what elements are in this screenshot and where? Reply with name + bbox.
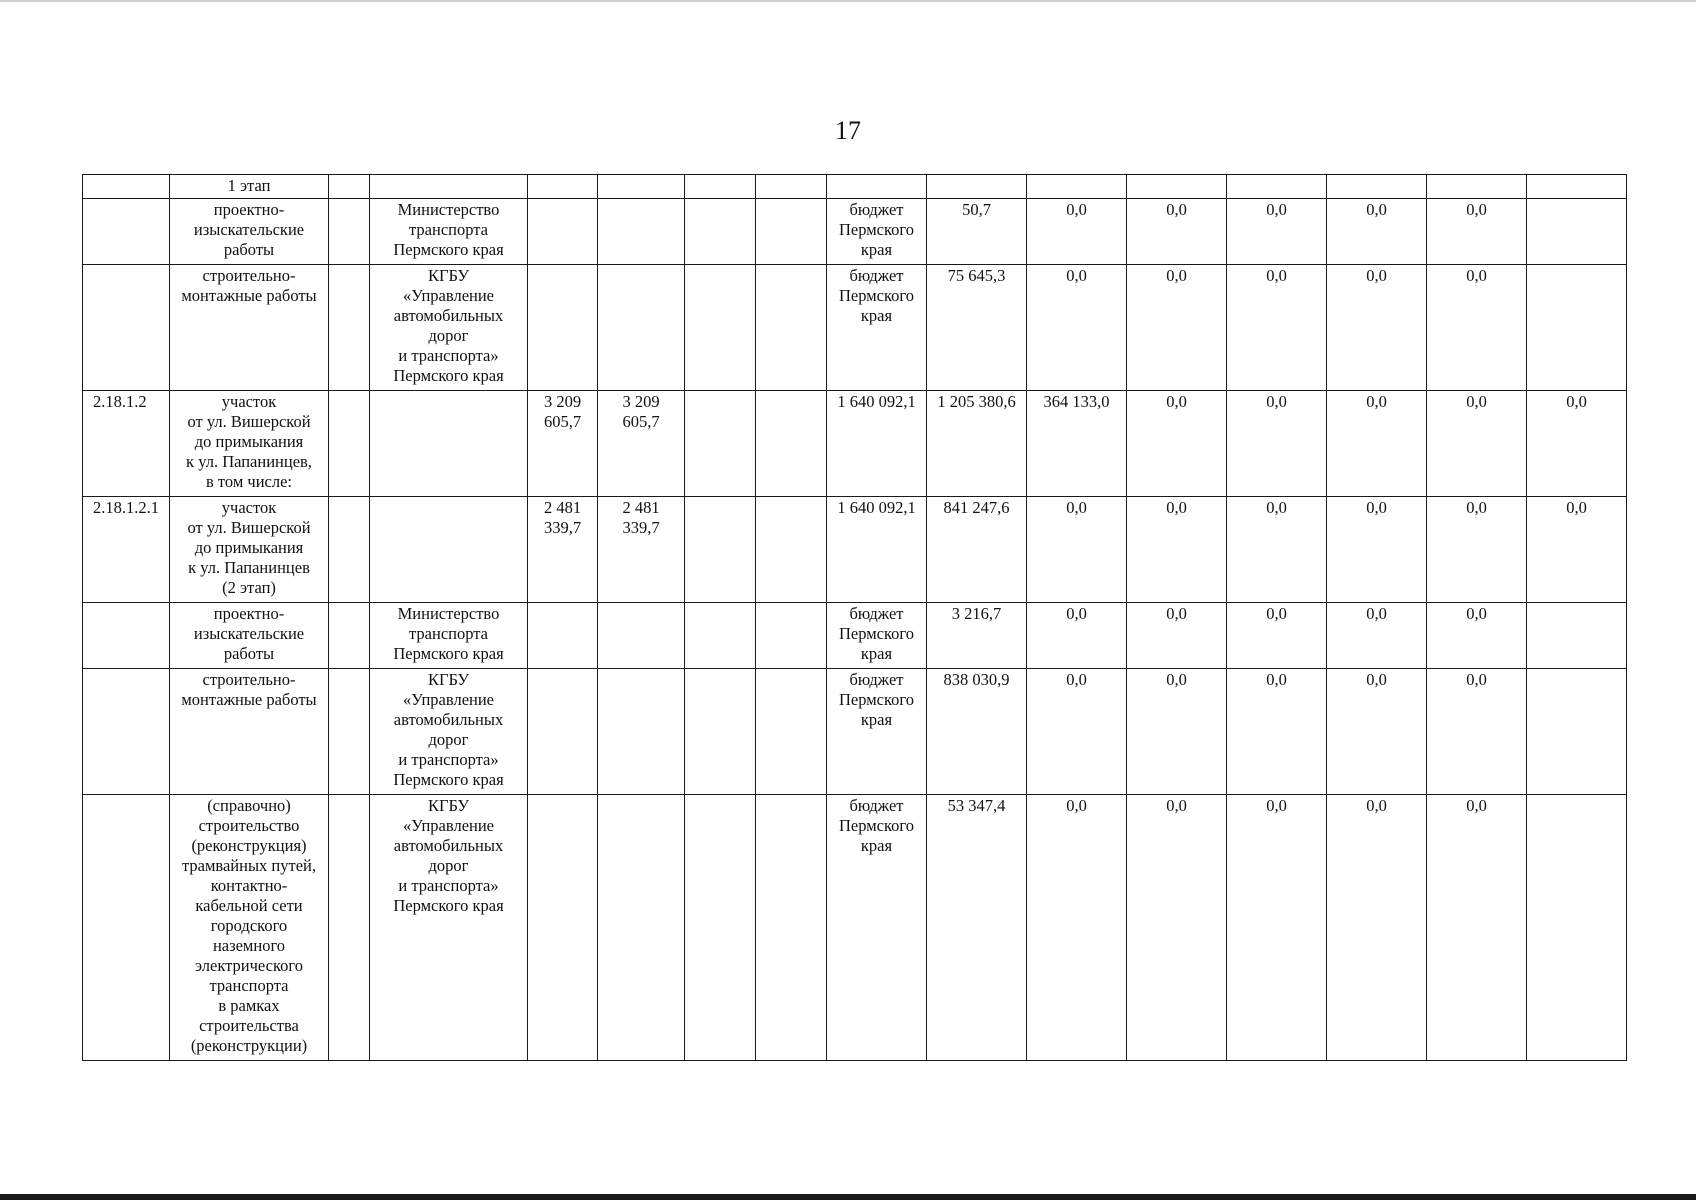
table-cell: 0,0 <box>1427 497 1527 603</box>
table-cell <box>528 265 598 391</box>
table-cell: 0,0 <box>1227 497 1327 603</box>
table-cell <box>528 175 598 199</box>
table-cell <box>83 265 170 391</box>
table-cell <box>1527 199 1627 265</box>
table-cell: 0,0 <box>1227 199 1327 265</box>
table-cell: 0,0 <box>1327 265 1427 391</box>
table-cell: строительно- монтажные работы <box>170 669 329 795</box>
table-cell <box>329 199 370 265</box>
table-cell <box>1527 795 1627 1061</box>
table-cell: 0,0 <box>1427 795 1527 1061</box>
table-body <box>83 175 1627 1061</box>
scan-edge-top <box>0 0 1696 2</box>
table-cell: 0,0 <box>1127 669 1227 795</box>
table-cell: 2 481 339,7 <box>528 497 598 603</box>
table-cell: 75 645,3 <box>927 265 1027 391</box>
table-row <box>83 391 1627 497</box>
budget-table <box>82 174 1627 1061</box>
table-cell: 0,0 <box>1427 265 1527 391</box>
table-cell <box>528 603 598 669</box>
table-cell: бюджет Пермского края <box>827 603 927 669</box>
table-cell: 0,0 <box>1327 199 1427 265</box>
table-cell <box>329 175 370 199</box>
table-cell <box>756 497 827 603</box>
table-cell: проектно- изыскательские работы <box>170 603 329 669</box>
table-cell <box>685 199 756 265</box>
table-cell <box>756 669 827 795</box>
table-cell: Министерство транспорта Пермского края <box>370 603 528 669</box>
table-cell: 0,0 <box>1127 603 1227 669</box>
table-cell <box>756 265 827 391</box>
table-cell: 841 247,6 <box>927 497 1027 603</box>
table-cell: КГБУ «Управление автомобильных дорог и транспорта» Пермского края <box>370 669 528 795</box>
table-cell: 50,7 <box>927 199 1027 265</box>
table-cell <box>598 265 685 391</box>
table-cell: участок от ул. Вишерской до примыкания к ул. Папанинцев (2 этап) <box>170 497 329 603</box>
table-cell <box>370 391 528 497</box>
table-cell <box>370 497 528 603</box>
table-cell: 0,0 <box>1327 669 1427 795</box>
table-cell: 0,0 <box>1527 497 1627 603</box>
table-cell <box>83 603 170 669</box>
table-cell: 0,0 <box>1527 391 1627 497</box>
table-cell: 0,0 <box>1127 265 1227 391</box>
table-cell: 0,0 <box>1227 669 1327 795</box>
table-cell: 0,0 <box>1227 391 1327 497</box>
table-cell: 0,0 <box>1427 603 1527 669</box>
table-cell: 0,0 <box>1127 795 1227 1061</box>
table-cell: 0,0 <box>1127 497 1227 603</box>
table-cell: 1 640 092,1 <box>827 497 927 603</box>
table-cell: 3 216,7 <box>927 603 1027 669</box>
table-cell: 0,0 <box>1327 391 1427 497</box>
table-cell: 2 481 339,7 <box>598 497 685 603</box>
table-cell: 0,0 <box>1327 497 1427 603</box>
table-cell: (справочно) строительство (реконструкция) трамвайных путей, контактно- кабельной сети городского наземного электрического транспорта в рамках строительства (реконструкции) <box>170 795 329 1061</box>
table-cell: 0,0 <box>1027 669 1127 795</box>
table-cell <box>329 265 370 391</box>
table-cell <box>756 199 827 265</box>
table-cell: бюджет Пермского края <box>827 265 927 391</box>
table-cell: Министерство транспорта Пермского края <box>370 199 528 265</box>
table-cell <box>598 175 685 199</box>
table-cell: 0,0 <box>1427 391 1527 497</box>
table-cell <box>1527 603 1627 669</box>
table-cell: бюджет Пермского края <box>827 669 927 795</box>
table-cell: 2.18.1.2.1 <box>83 497 170 603</box>
table-cell: 0,0 <box>1027 795 1127 1061</box>
table-cell <box>83 669 170 795</box>
table-cell <box>685 669 756 795</box>
table-cell: 0,0 <box>1027 603 1127 669</box>
table-cell <box>756 603 827 669</box>
table-row <box>83 603 1627 669</box>
table-cell <box>685 795 756 1061</box>
table-cell: 1 205 380,6 <box>927 391 1027 497</box>
table-cell: 53 347,4 <box>927 795 1027 1061</box>
table-cell <box>927 175 1027 199</box>
table-cell <box>329 603 370 669</box>
table-cell: бюджет Пермского края <box>827 199 927 265</box>
table-cell: проектно- изыскательские работы <box>170 199 329 265</box>
table-cell: 1 этап <box>170 175 329 199</box>
table-cell: 3 209 605,7 <box>598 391 685 497</box>
table-cell <box>756 795 827 1061</box>
table-cell <box>1527 669 1627 795</box>
table-cell <box>370 175 528 199</box>
table-cell: 0,0 <box>1027 265 1127 391</box>
table-cell: 2.18.1.2 <box>83 391 170 497</box>
table-cell <box>685 603 756 669</box>
table-cell: 364 133,0 <box>1027 391 1127 497</box>
table-cell: КГБУ «Управление автомобильных дорог и транспорта» Пермского края <box>370 795 528 1061</box>
table-cell <box>756 391 827 497</box>
table-cell: 0,0 <box>1027 199 1127 265</box>
table-cell: 0,0 <box>1227 265 1327 391</box>
page-number: 17 <box>835 116 861 145</box>
table-cell: 838 030,9 <box>927 669 1027 795</box>
table-cell <box>685 391 756 497</box>
table-cell: строительно- монтажные работы <box>170 265 329 391</box>
table-cell <box>1327 175 1427 199</box>
table-cell: 0,0 <box>1227 603 1327 669</box>
table-row <box>83 669 1627 795</box>
table-cell: 0,0 <box>1227 795 1327 1061</box>
table-cell <box>598 795 685 1061</box>
table-cell <box>528 795 598 1061</box>
table-cell: бюджет Пермского края <box>827 795 927 1061</box>
table-cell <box>598 669 685 795</box>
table-row <box>83 265 1627 391</box>
table-cell <box>329 497 370 603</box>
table-cell <box>329 391 370 497</box>
table-cell: 1 640 092,1 <box>827 391 927 497</box>
table-row <box>83 175 1627 199</box>
table-cell <box>1027 175 1127 199</box>
table-cell <box>329 669 370 795</box>
table-cell: 0,0 <box>1127 391 1227 497</box>
table-cell <box>83 795 170 1061</box>
table-cell <box>83 199 170 265</box>
table-row <box>83 497 1627 603</box>
table-row <box>83 795 1627 1061</box>
table-cell <box>1227 175 1327 199</box>
table-cell: 0,0 <box>1327 603 1427 669</box>
table-cell: 0,0 <box>1327 795 1427 1061</box>
table-cell <box>528 669 598 795</box>
table-cell: 3 209 605,7 <box>528 391 598 497</box>
scan-edge-bottom <box>0 1194 1696 1200</box>
table-cell: 0,0 <box>1427 669 1527 795</box>
table-row <box>83 199 1627 265</box>
table-cell <box>756 175 827 199</box>
table-cell <box>685 175 756 199</box>
table-cell <box>528 199 598 265</box>
table-cell: участок от ул. Вишерской до примыкания к ул. Папанинцев, в том числе: <box>170 391 329 497</box>
table-cell <box>685 265 756 391</box>
table-cell: 0,0 <box>1127 199 1227 265</box>
table-cell <box>598 199 685 265</box>
table-cell <box>83 175 170 199</box>
table-cell <box>685 497 756 603</box>
table-cell <box>1427 175 1527 199</box>
table-cell <box>827 175 927 199</box>
table-cell: КГБУ «Управление автомобильных дорог и транспорта» Пермского края <box>370 265 528 391</box>
table-cell <box>1527 265 1627 391</box>
table-cell <box>329 795 370 1061</box>
table-cell <box>1527 175 1627 199</box>
table-cell <box>1127 175 1227 199</box>
table-cell: 0,0 <box>1027 497 1127 603</box>
table-cell: 0,0 <box>1427 199 1527 265</box>
table-cell <box>598 603 685 669</box>
